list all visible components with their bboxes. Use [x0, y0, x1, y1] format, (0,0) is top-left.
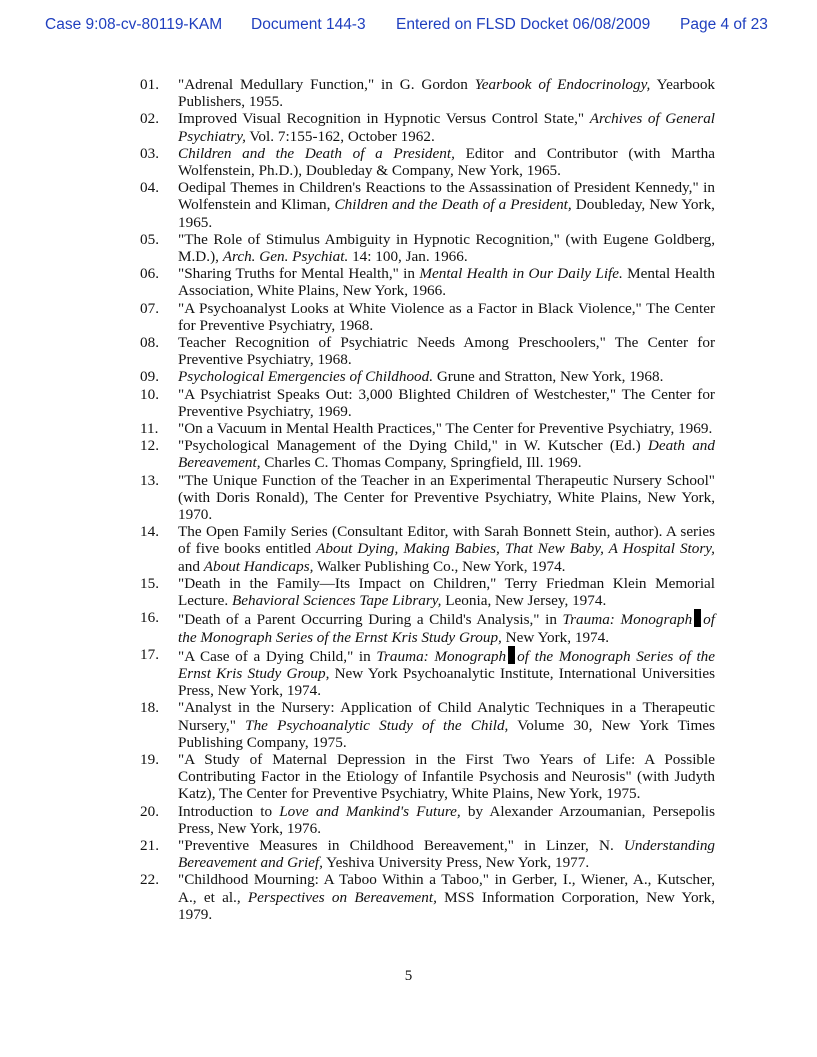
publication-entry [140, 368, 715, 385]
citation-text: MSS Information Corporation, New York, 1979. [178, 888, 715, 923]
entry-citation [178, 76, 715, 110]
citation-text: "Preventive Measures in Childhood Bereavement," in Linzer, N. [178, 836, 624, 854]
page-number: 5 [404, 968, 413, 984]
publication-list [140, 76, 715, 923]
publication-entry [140, 231, 715, 265]
entry-citation [178, 265, 715, 299]
publication-entry [140, 803, 715, 837]
publication-entry [140, 265, 715, 299]
entry-citation [178, 523, 715, 575]
entry-citation [178, 837, 715, 871]
italic-title: Death and Bereavement, [178, 437, 715, 472]
entry-number: 17. [140, 645, 159, 663]
italic-title: Trauma: Monograph [376, 647, 507, 665]
publication-entry [140, 646, 715, 700]
entry-number: 08. [140, 334, 159, 352]
citation-text: "The Role of Stimulus Ambiguity in Hypnotic Recognition," (with Eugene Goldberg, M.D.), [178, 230, 715, 266]
citation-text: "A Case of a Dying Child," in [178, 647, 377, 665]
entry-number: 12. [140, 437, 159, 455]
publication-entry [140, 699, 715, 751]
citation-text: Charles C. Thomas Company, Springfield, Ill. 1969. [260, 454, 582, 472]
italic-title: Arch. Gen. Psychiat. [222, 248, 349, 266]
entry-citation [178, 231, 715, 265]
citation-text: 14: 100, Jan. 1966. [348, 248, 468, 266]
citation-text: New York Psychoanalytic Institute, International Universities Press, New York, 1974. [178, 664, 715, 700]
entry-number: 01. [140, 76, 159, 93]
entry-citation [178, 871, 715, 923]
redaction-mark [694, 609, 701, 627]
citation-text: "Childhood Mourning: A Taboo Within a Taboo," in Gerber, I., Wiener, A., Kutscher, A., et al., [178, 871, 715, 906]
entry-number: 11. [140, 420, 159, 438]
entry-citation [178, 575, 715, 609]
entry-number: 04. [140, 179, 159, 197]
entry-number: 03. [140, 144, 159, 162]
entry-number: 07. [140, 299, 159, 317]
citation-text: Volume 30, New York Times Publishing Company, 1975. [178, 716, 715, 751]
entry-number: 16. [140, 609, 159, 627]
entry-number: 21. [140, 836, 159, 854]
italic-title: Archives of General Psychiatry, [178, 110, 716, 145]
publication-entry [140, 420, 715, 437]
citation-text: "A Psychiatrist Speaks Out: 3,000 Blighted Children of Westchester," The Center for Preventive Psychiatry, 1969. [178, 385, 715, 420]
entry-number: 02. [140, 110, 159, 128]
publication-entry [140, 523, 715, 575]
italic-title: of the Monograph Series of the Ernst Kris Study Group, [178, 611, 715, 646]
italic-title: Love and Mankind's Future, [279, 802, 461, 820]
citation-text: "Psychological Management of the Dying Child," in W. Kutscher (Ed.) [178, 437, 648, 455]
entry-citation [178, 646, 715, 700]
citation-text: New York, 1974. [501, 628, 610, 646]
citation-text: and [178, 557, 204, 575]
entry-citation [178, 334, 715, 368]
italic-title: About Dying, Making Babies, That New Baby, A Hospital Story, [316, 540, 715, 558]
citation-text: "A Psychoanalyst Looks at White Violence as a Factor in Black Violence," The Center for Preventive Psychiatry, 1968. [178, 299, 715, 334]
publication-entry [140, 575, 715, 609]
citation-text: Improved Visual Recognition in Hypnotic Versus Control State," [178, 110, 590, 128]
citation-text: "A Study of Maternal Depression in the First Two Years of Life: A Possible Contributing Factor in the Etiology of Infantile Psychosis and Neurosis" (with Judyth Katz), The Center for Preventive Psychiatry, White Plains, New York, 1975. [178, 750, 715, 803]
entry-citation [178, 420, 715, 437]
entry-citation [178, 368, 715, 385]
citation-text: Teacher Recognition of Psychiatric Needs Among Preschoolers," The Center for Preventive Psychiatry, 1968. [178, 334, 715, 369]
citation-text: Yeshiva University Press, New York, 1977. [322, 854, 590, 872]
citation-text: "Sharing Truths for Mental Health," in [178, 265, 420, 283]
entry-number: 19. [140, 750, 159, 768]
citation-text: Doubleday, New York, 1965. [178, 196, 715, 231]
entry-number: 13. [140, 471, 159, 489]
case-number: Case 9:08-cv-80119-KAM [45, 16, 223, 33]
publication-entry [140, 871, 715, 923]
citation-text: Vol. 7:155-162, October 1962. [245, 127, 435, 145]
italic-title: Children and the Death of a President, [178, 144, 455, 162]
publication-entry [140, 437, 715, 471]
italic-title: Psychological Emergencies of Childhood. [178, 368, 434, 386]
citation-text: "Death in the Family—Its Impact on Children," Terry Friedman Klein Memorial Lecture. [178, 574, 715, 610]
publication-entry [140, 110, 715, 144]
docket-header [0, 16, 817, 36]
entry-citation [178, 751, 715, 803]
entry-number: 22. [140, 871, 159, 889]
citation-text: Introduction to [178, 802, 280, 820]
italic-title: Mental Health in Our Daily Life. [419, 265, 623, 283]
citation-text: Oedipal Themes in Children's Reactions to the Assassination of President Kennedy," in Wolfenstein and Kliman, [178, 179, 715, 214]
entry-citation [178, 386, 715, 420]
redaction-mark [508, 646, 515, 664]
italic-title: Children and the Death of a President, [334, 196, 572, 214]
docket-entry-date: Entered on FLSD Docket 06/08/2009 [396, 16, 651, 33]
italic-title: The Psychoanalytic Study of the Child, [245, 716, 509, 734]
entry-citation [178, 803, 715, 837]
entry-citation [178, 699, 715, 751]
citation-text: Grune and Stratton, New York, 1968. [433, 368, 664, 386]
entry-number: 09. [140, 368, 159, 386]
entry-citation [178, 472, 715, 524]
italic-title: Understanding Bereavement and Grief, [178, 836, 715, 872]
citation-text: Yearbook Publishers, 1955. [178, 76, 716, 111]
citation-text: Editor and Contributor (with Martha Wolfenstein, Ph.D.), Doubleday & Company, New York, 1965. [178, 144, 715, 180]
publication-entry [140, 751, 715, 803]
citation-text: Mental Health Association, White Plains, New York, 1966. [178, 265, 715, 300]
citation-text: The Open Family Series (Consultant Editor, with Sarah Bonnett Stein, author). A series of five books entitled [178, 523, 715, 558]
entry-citation [178, 300, 715, 334]
page-indicator: Page 4 of 23 [680, 16, 768, 33]
citation-text: "On a Vacuum in Mental Health Practices," The Center for Preventive Psychiatry, 1969. [178, 420, 713, 438]
publication-entry [140, 300, 715, 334]
entry-number: 06. [140, 265, 159, 283]
publication-entry [140, 386, 715, 420]
citation-text: "Analyst in the Nursery: Application of Child Analytic Techniques in a Therapeutic Nursery," [178, 699, 715, 734]
entry-citation [178, 609, 715, 645]
entry-number: 10. [140, 385, 159, 403]
citation-text: "The Unique Function of the Teacher in an Experimental Therapeutic Nursery School" (with Doris Ronald), The Center for Preventive Psychiatry, White Plains, New York, 1970. [178, 471, 715, 524]
italic-title: Perspectives on Bereavement, [247, 888, 437, 906]
citation-text: Leonia, New Jersey, 1974. [441, 592, 607, 610]
entry-number: 15. [140, 574, 159, 592]
entry-citation [178, 110, 715, 144]
publication-entry [140, 837, 715, 871]
publication-entry [140, 609, 715, 645]
publication-entry [140, 145, 715, 179]
italic-title: of the Monograph Series of the Ernst Kris Study Group, [178, 647, 715, 682]
citation-text: Walker Publishing Co., New York, 1974. [313, 557, 566, 575]
publication-entry [140, 179, 715, 231]
entry-number: 05. [140, 230, 159, 248]
entry-number: 20. [140, 802, 159, 820]
italic-title: Trauma: Monograph [562, 611, 693, 629]
document-number: Document 144-3 [251, 16, 366, 33]
publication-entry [140, 472, 715, 524]
entry-citation [178, 437, 715, 471]
citation-text: "Adrenal Medullary Function," in G. Gordon [178, 76, 475, 93]
italic-title: About Handicaps, [203, 557, 314, 575]
publication-entry [140, 334, 715, 368]
entry-number: 14. [140, 523, 159, 541]
entry-citation [178, 179, 715, 231]
citation-text: "Death of a Parent Occurring During a Child's Analysis," in [178, 611, 563, 629]
publication-entry [140, 76, 715, 110]
italic-title: Yearbook of Endocrinology, [474, 76, 651, 93]
italic-title: Behavioral Sciences Tape Library, [231, 592, 442, 610]
entry-number: 18. [140, 699, 159, 717]
entry-citation [178, 145, 715, 179]
citation-text: by Alexander Arzoumanian, Persepolis Press, New York, 1976. [178, 802, 715, 837]
